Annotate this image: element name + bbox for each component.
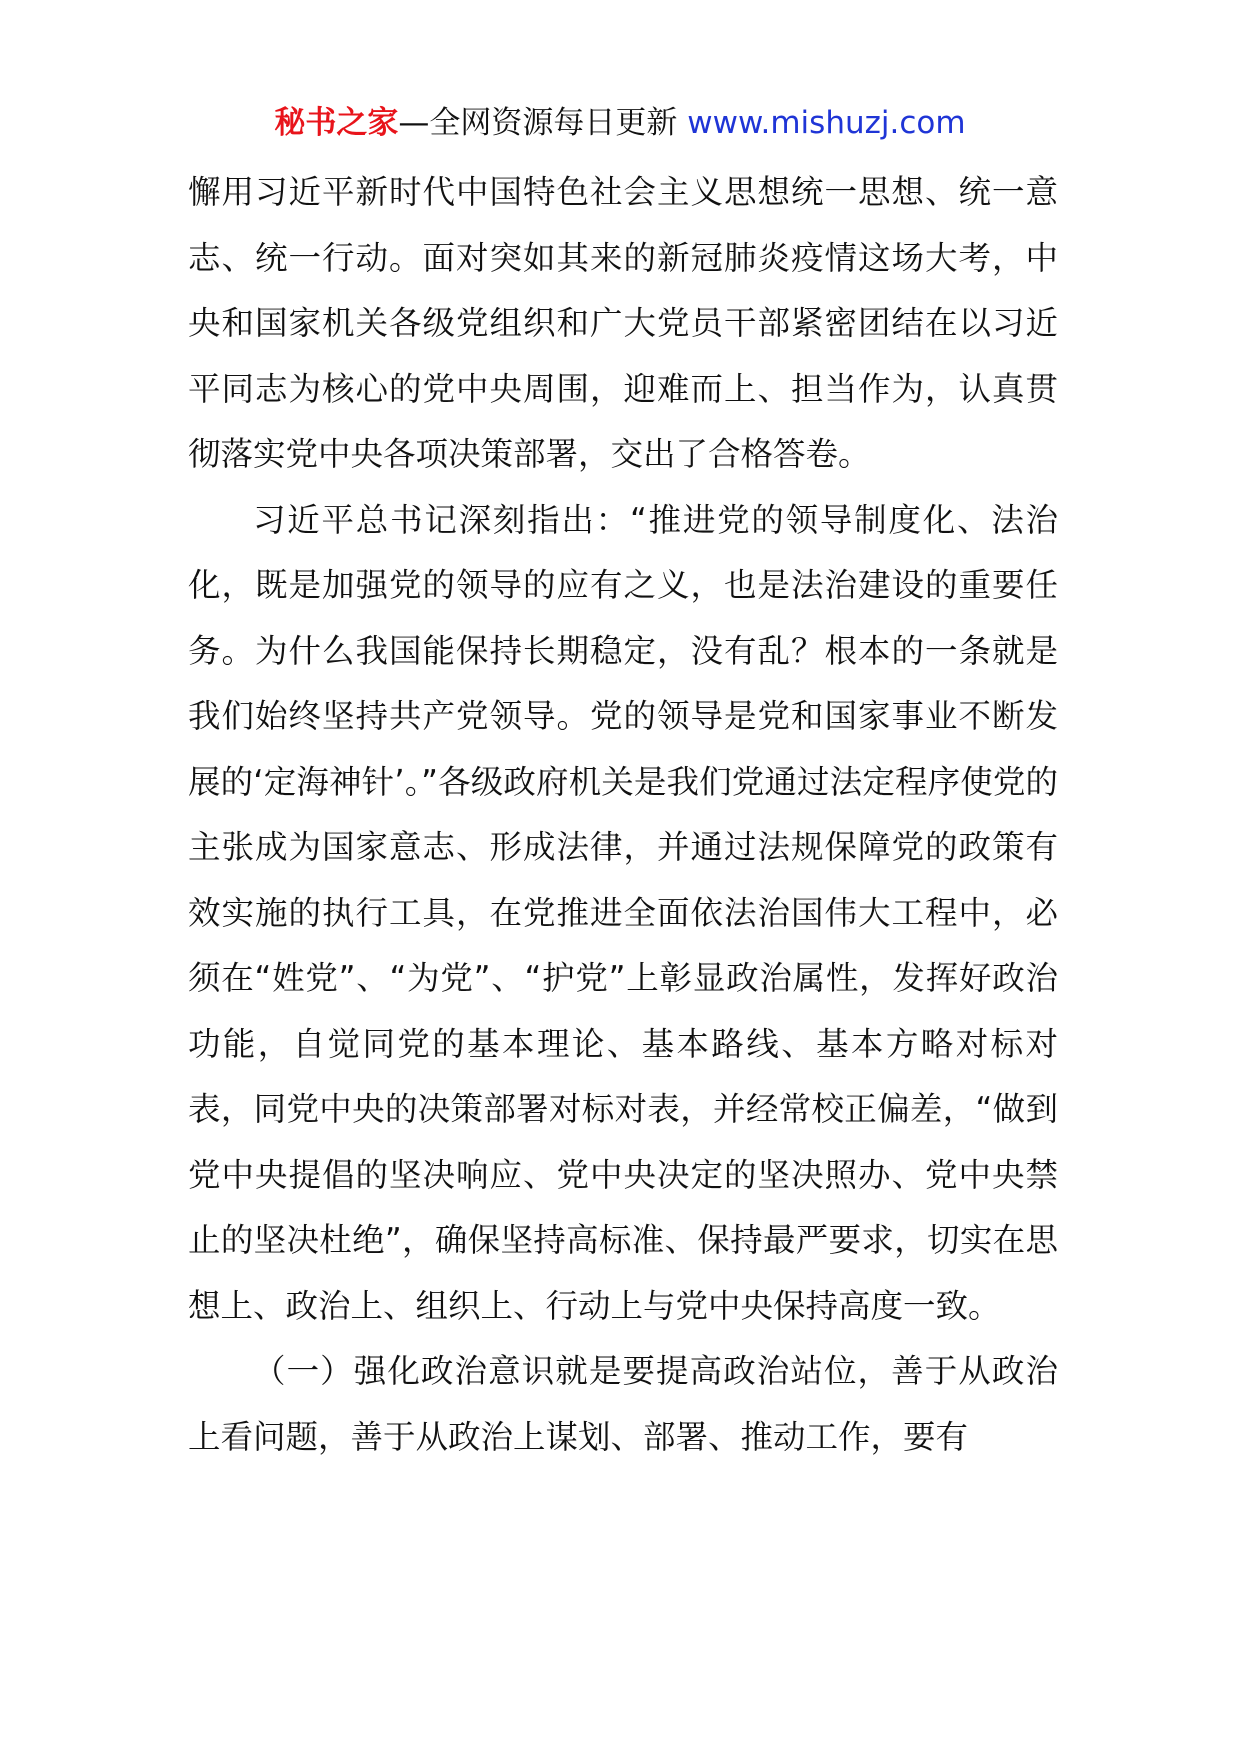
- site-header: [0, 98, 1240, 148]
- document-body: [188, 160, 1058, 1470]
- paragraph-continued: 懈用习近平新时代中国特色社会主义思想统一思想、统一意志、统一行动。面对突如其来的新冠肺炎疫情这场大考，中央和国家机关各级党组织和广大党员干部紧密团结在以习近平同志为核心的党中央周围，迎难而上、担当作为，认真贯彻落实党中央各项决策部署，交出了合格答卷。: [188, 173, 1058, 473]
- paragraph: 习近平总书记深刻指出：“推进党的领导制度化、法治化，既是加强党的领导的应有之义，也是法治建设的重要任务。为什么我国能保持长期稳定，没有乱？根本的一条就是我们始终坚持共产党领导。党的领导是党和国家事业不断发展的‘定海神针’。”各级政府机关是我们党通过法定程序使党的主张成为国家意志、形成法律，并通过法规保障党的政策有效实施的执行工具，在党推进全面依法治国伟大工程中，必须在“姓党”、“为党”、“护党”上彰显政治属性，发挥好政治功能，自觉同党的基本理论、基本路线、基本方略对标对表，同党中央的决策部署对标对表，并经常校正偏差，“做到党中央提倡的坚决响应、党中央决定的坚决照办、党中央禁止的坚决杜绝”，确保坚持高标准、保持最严要求，切实在思想上、政治上、组织上、行动上与党中央保持高度一致。: [188, 500, 1058, 1325]
- paragraph-section-heading: （一）强化政治意识就是要提高政治站位，善于从政治上看问题，善于从政治上谋划、部署、推动工作，要有: [188, 1352, 1058, 1456]
- site-brand: 秘书之家: [274, 105, 399, 141]
- site-tagline: —全网资源每日更新: [398, 105, 678, 141]
- site-url-link[interactable]: www.mishuzj.com: [687, 105, 966, 141]
